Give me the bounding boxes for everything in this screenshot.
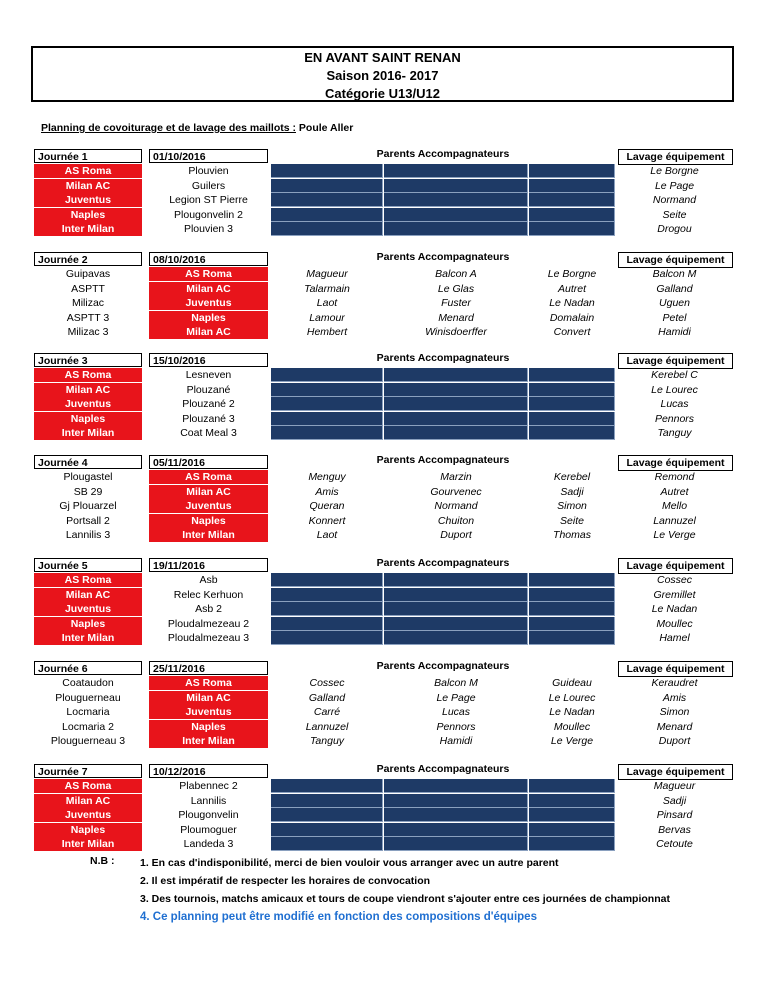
empty-parent-slot [271,397,383,411]
parents-header: Parents Accompagnateurs [376,454,510,466]
lavage-name: Le Page [654,179,695,192]
opponent-cell: Relec Kerhuon [173,588,244,601]
empty-parent-slot [529,779,615,793]
team-cell: Milan AC [149,282,268,296]
parent-name: Thomas [553,529,591,542]
empty-parent-slot [529,368,615,382]
team-cell: AS Roma [34,164,142,178]
lavage-name: Moullec [656,617,693,630]
lavage-name: Galland [656,282,693,295]
opponent-cell: Plouzané 3 [182,412,235,425]
lavage-name: Amis [662,691,687,704]
team-cell: Milan AC [34,794,142,808]
empty-parent-slot [529,164,615,178]
opponent-cell: Ploudalmezeau 3 [167,632,250,645]
lavage-header: Lavage équipement [618,353,733,369]
empty-parent-slot [384,631,528,645]
opponent-cell: Ploudalmezeau 2 [167,617,250,630]
parent-name: Pennors [436,720,476,733]
planning-subtitle [41,122,353,134]
opponent-cell: Lesneven [185,369,232,381]
empty-parent-slot [384,573,528,587]
parent-name: Balcon M [434,677,478,689]
parent-name: Galland [308,691,346,704]
category-title: Catégorie U13/U12 [325,86,440,101]
team-cell: AS Roma [34,779,142,793]
lavage-name: Menard [656,720,693,733]
parent-name: Marzin [440,471,472,483]
team-cell: Juventus [34,808,142,822]
empty-parent-slot [384,602,528,616]
lavage-header: Lavage équipement [618,252,733,268]
parent-name: Lamour [309,311,345,324]
empty-parent-slot [384,208,528,222]
parent-name: Le Lourec [548,691,596,704]
opponent-cell: SB 29 [73,485,103,498]
team-cell: Milan AC [34,588,142,602]
parent-name: Convert [553,326,591,339]
empty-parent-slot [271,383,383,397]
empty-parent-slot [529,794,615,808]
lavage-name: Duport [658,735,691,748]
team-cell: Inter Milan [34,222,142,236]
opponent-cell: Ploumoguer [180,823,237,836]
lavage-name: Hamidi [658,326,691,339]
match-date: 19/11/2016 [149,558,268,572]
team-cell: Juventus [34,193,142,207]
parents-header: Parents Accompagnateurs [376,251,510,263]
lavage-name: Cetoute [656,838,693,851]
empty-parent-slot [271,179,383,193]
lavage-name: Normand [652,194,697,207]
journee-label: Journée 3 [34,353,142,367]
empty-parent-slot [384,397,528,411]
match-date: 08/10/2016 [149,252,268,266]
lavage-name: Le Nadan [651,603,698,616]
team-cell: Juventus [149,499,268,513]
empty-parent-slot [529,808,615,822]
lavage-name: Kerebel C [651,369,698,381]
empty-parent-slot [271,426,383,440]
team-cell: AS Roma [149,267,268,281]
parents-header: Parents Accompagnateurs [376,148,510,160]
opponent-cell: ASPTT 3 [66,311,110,324]
lavage-name: Petel [662,311,687,324]
match-date: 05/11/2016 [149,455,268,469]
opponent-cell: ASPTT [71,282,105,295]
opponent-cell: Coat Meal 3 [180,427,237,440]
empty-parent-slot [529,397,615,411]
empty-parent-slot [271,164,383,178]
team-cell: Naples [149,720,268,734]
opponent-cell: Lannilis [190,794,227,807]
opponent-cell: Asb 2 [195,603,222,616]
team-cell: Juventus [149,296,268,310]
lavage-name: Uguen [659,297,690,310]
empty-parent-slot [271,208,383,222]
parent-name: Simon [557,500,587,513]
parent-name: Menard [438,311,474,324]
lavage-name: Mello [661,500,688,513]
opponent-cell: Plouvien [188,165,229,177]
team-cell: Naples [34,208,142,222]
note-item: 4. Ce planning peut être modifié en fonction des compositions d'équipes [140,911,537,923]
opponent-cell: Plouvien 3 [183,223,234,236]
empty-parent-slot [271,602,383,616]
parent-name: Laot [316,529,338,542]
empty-parent-slot [271,588,383,602]
team-cell: AS Roma [149,470,268,484]
team-cell: Juventus [34,602,142,616]
notes-list [140,854,670,926]
empty-parent-slot [384,383,528,397]
lavage-name: Tanguy [657,427,692,440]
parent-name: Le Nadan [549,706,595,719]
parent-name: Domalain [549,311,595,324]
lavage-name: Balcon M [652,268,697,280]
parent-name: Queran [309,500,345,513]
team-cell: AS Roma [34,368,142,382]
parent-name: Normand [434,500,478,513]
parent-name: Menguy [308,471,346,483]
parent-name: Gourvenec [430,485,482,498]
lavage-name: Pennors [654,412,695,425]
empty-parent-slot [384,794,528,808]
lavage-name: Autret [660,485,689,498]
opponent-cell: Locmaria 2 [62,720,114,733]
empty-parent-slot [529,222,615,236]
lavage-name: Pinsard [656,809,693,822]
team-cell: Milan AC [149,691,268,705]
empty-parent-slot [271,412,383,426]
journee-label: Journée 5 [34,558,142,572]
team-cell: Inter Milan [34,837,142,851]
empty-parent-slot [529,412,615,426]
team-cell: Milan AC [34,179,142,193]
opponent-cell: Gj Plouarzel [59,500,117,513]
opponent-cell: Plouguerneau [55,691,121,704]
opponent-cell: Plougastel [63,471,113,483]
parent-name: Duport [440,529,472,542]
opponent-cell: Plouzané 2 [182,398,235,411]
parent-name: Sadji [560,485,584,498]
lavage-name: Hamel [659,632,690,645]
empty-parent-slot [529,426,615,440]
empty-parent-slot [529,823,615,837]
journee-label: Journée 1 [34,149,142,163]
empty-parent-slot [271,808,383,822]
parents-header: Parents Accompagnateurs [376,557,510,569]
lavage-name: Magueur [653,780,696,792]
team-cell: Juventus [149,705,268,719]
season-title: Saison 2016- 2017 [326,68,439,83]
lavage-name: Remond [654,471,695,483]
lavage-name: Keraudret [651,677,698,689]
empty-parent-slot [384,808,528,822]
lavage-name: Bervas [658,823,691,836]
opponent-cell: Lannilis 3 [65,529,111,542]
match-date: 01/10/2016 [149,149,268,163]
team-cell: AS Roma [149,676,268,690]
journee-label: Journée 2 [34,252,142,266]
team-cell: Juventus [34,397,142,411]
empty-parent-slot [529,179,615,193]
team-cell: Naples [149,514,268,528]
journee-label: Journée 4 [34,455,142,469]
parent-name: Balcon A [435,268,477,280]
nb-label: N.B : [90,855,115,867]
subtitle-rest: Poule Aller [295,122,354,134]
opponent-cell: Plabennec 2 [179,780,238,792]
empty-parent-slot [529,193,615,207]
parent-name: Hamidi [439,735,473,748]
lavage-header: Lavage équipement [618,764,733,780]
parent-name: Le Verge [550,735,594,748]
empty-parent-slot [271,222,383,236]
lavage-name: Le Lourec [651,383,698,396]
empty-parent-slot [529,837,615,851]
team-cell: Inter Milan [149,734,268,748]
opponent-cell: Milizac 3 [67,326,109,339]
lavage-name: Lucas [660,398,689,411]
team-cell: Naples [149,311,268,325]
parent-name: Konnert [308,514,346,527]
empty-parent-slot [529,617,615,631]
lavage-name: Le Verge [653,529,696,542]
parent-name: Guideau [552,677,592,689]
parent-name: Fuster [441,297,471,310]
empty-parent-slot [529,383,615,397]
empty-parent-slot [271,779,383,793]
parents-header: Parents Accompagnateurs [376,660,510,672]
empty-parent-slot [384,779,528,793]
parents-header: Parents Accompagnateurs [376,763,510,775]
match-date: 10/12/2016 [149,764,268,778]
empty-parent-slot [384,837,528,851]
team-cell: Inter Milan [149,528,268,542]
empty-parent-slot [384,222,528,236]
empty-parent-slot [529,631,615,645]
journee-label: Journée 6 [34,661,142,675]
team-cell: Milan AC [149,485,268,499]
parent-name: Carré [313,706,341,719]
parent-name: Tanguy [309,735,345,748]
parent-name: Chuiton [437,514,475,527]
parent-name: Le Glas [437,282,475,295]
parent-name: Winisdoerffer [425,326,487,339]
empty-parent-slot [271,823,383,837]
empty-parent-slot [271,573,383,587]
parent-name: Lucas [441,706,471,719]
lavage-name: Sadji [662,794,687,807]
parent-name: Seite [560,514,584,527]
match-date: 15/10/2016 [149,353,268,367]
note-item: 3. Des tournois, matchs amicaux et tours de coupe viendront s'ajouter entre ces journées de championnat [140,893,670,905]
team-cell: Naples [34,412,142,426]
empty-parent-slot [529,573,615,587]
team-cell: Naples [34,617,142,631]
lavage-name: Drogou [657,223,692,236]
empty-parent-slot [384,588,528,602]
empty-parent-slot [384,179,528,193]
lavage-name: Le Borgne [650,165,699,177]
empty-parent-slot [271,794,383,808]
lavage-header: Lavage équipement [618,661,733,677]
parent-name: Hembert [306,326,348,339]
opponent-cell: Coataudon [62,677,114,689]
empty-parent-slot [384,368,528,382]
empty-parent-slot [384,193,528,207]
opponent-cell: Locmaria [66,706,110,719]
parent-name: Le Borgne [547,268,597,280]
opponent-cell: Plouguerneau 3 [50,735,126,748]
opponent-cell: Portsall 2 [66,514,110,527]
empty-parent-slot [529,602,615,616]
parent-name: Moullec [553,720,591,733]
team-cell: Naples [34,823,142,837]
empty-parent-slot [384,426,528,440]
parent-name: Autret [557,282,586,295]
parent-name: Le Page [436,691,476,704]
note-item: 1. En cas d'indisponibilité, merci de bien vouloir vous arranger avec un autre parent [140,857,559,869]
parents-header: Parents Accompagnateurs [376,352,510,364]
team-cell: AS Roma [34,573,142,587]
empty-parent-slot [384,617,528,631]
team-cell: Milan AC [34,383,142,397]
lavage-header: Lavage équipement [618,558,733,574]
empty-parent-slot [529,208,615,222]
opponent-cell: Landeda 3 [183,838,234,851]
opponent-cell: Plougonvelin [178,809,239,822]
lavage-name: Cossec [656,574,692,586]
parent-name: Laot [316,297,338,310]
parent-name: Magueur [306,268,348,280]
team-cell: Inter Milan [34,631,142,645]
header-box [31,46,734,102]
journee-label: Journée 7 [34,764,142,778]
parent-name: Kerebel [553,471,591,483]
parent-name: Cossec [309,677,345,689]
opponent-cell: Guilers [191,179,226,192]
opponent-cell: Plougonvelin 2 [174,208,243,221]
parent-name: Amis [315,485,339,498]
opponent-cell: Plouzané [186,383,231,396]
opponent-cell: Guipavas [65,268,111,280]
parent-name: Le Nadan [549,297,595,310]
empty-parent-slot [384,823,528,837]
opponent-cell: Milizac [71,297,105,310]
parent-name: Talarmain [304,282,350,295]
team-cell: Milan AC [149,325,268,339]
lavage-name: Lannuzel [653,514,696,527]
empty-parent-slot [271,631,383,645]
empty-parent-slot [384,412,528,426]
lavage-name: Simon [659,706,690,719]
lavage-header: Lavage équipement [618,149,733,165]
club-title: EN AVANT SAINT RENAN [304,50,461,65]
empty-parent-slot [271,617,383,631]
lavage-name: Seite [662,208,687,221]
subtitle-underlined: Planning de covoiturage et de lavage des maillots : [41,122,296,134]
opponent-cell: Legion ST Pierre [169,194,248,207]
lavage-name: Gremillet [653,588,696,601]
lavage-header: Lavage équipement [618,455,733,471]
match-date: 25/11/2016 [149,661,268,675]
empty-parent-slot [271,193,383,207]
note-item: 2. Il est impératif de respecter les horaires de convocation [140,875,431,887]
opponent-cell: Asb [199,574,218,586]
empty-parent-slot [529,588,615,602]
team-cell: Inter Milan [34,426,142,440]
empty-parent-slot [271,837,383,851]
parent-name: Lannuzel [305,720,349,733]
empty-parent-slot [271,368,383,382]
empty-parent-slot [384,164,528,178]
